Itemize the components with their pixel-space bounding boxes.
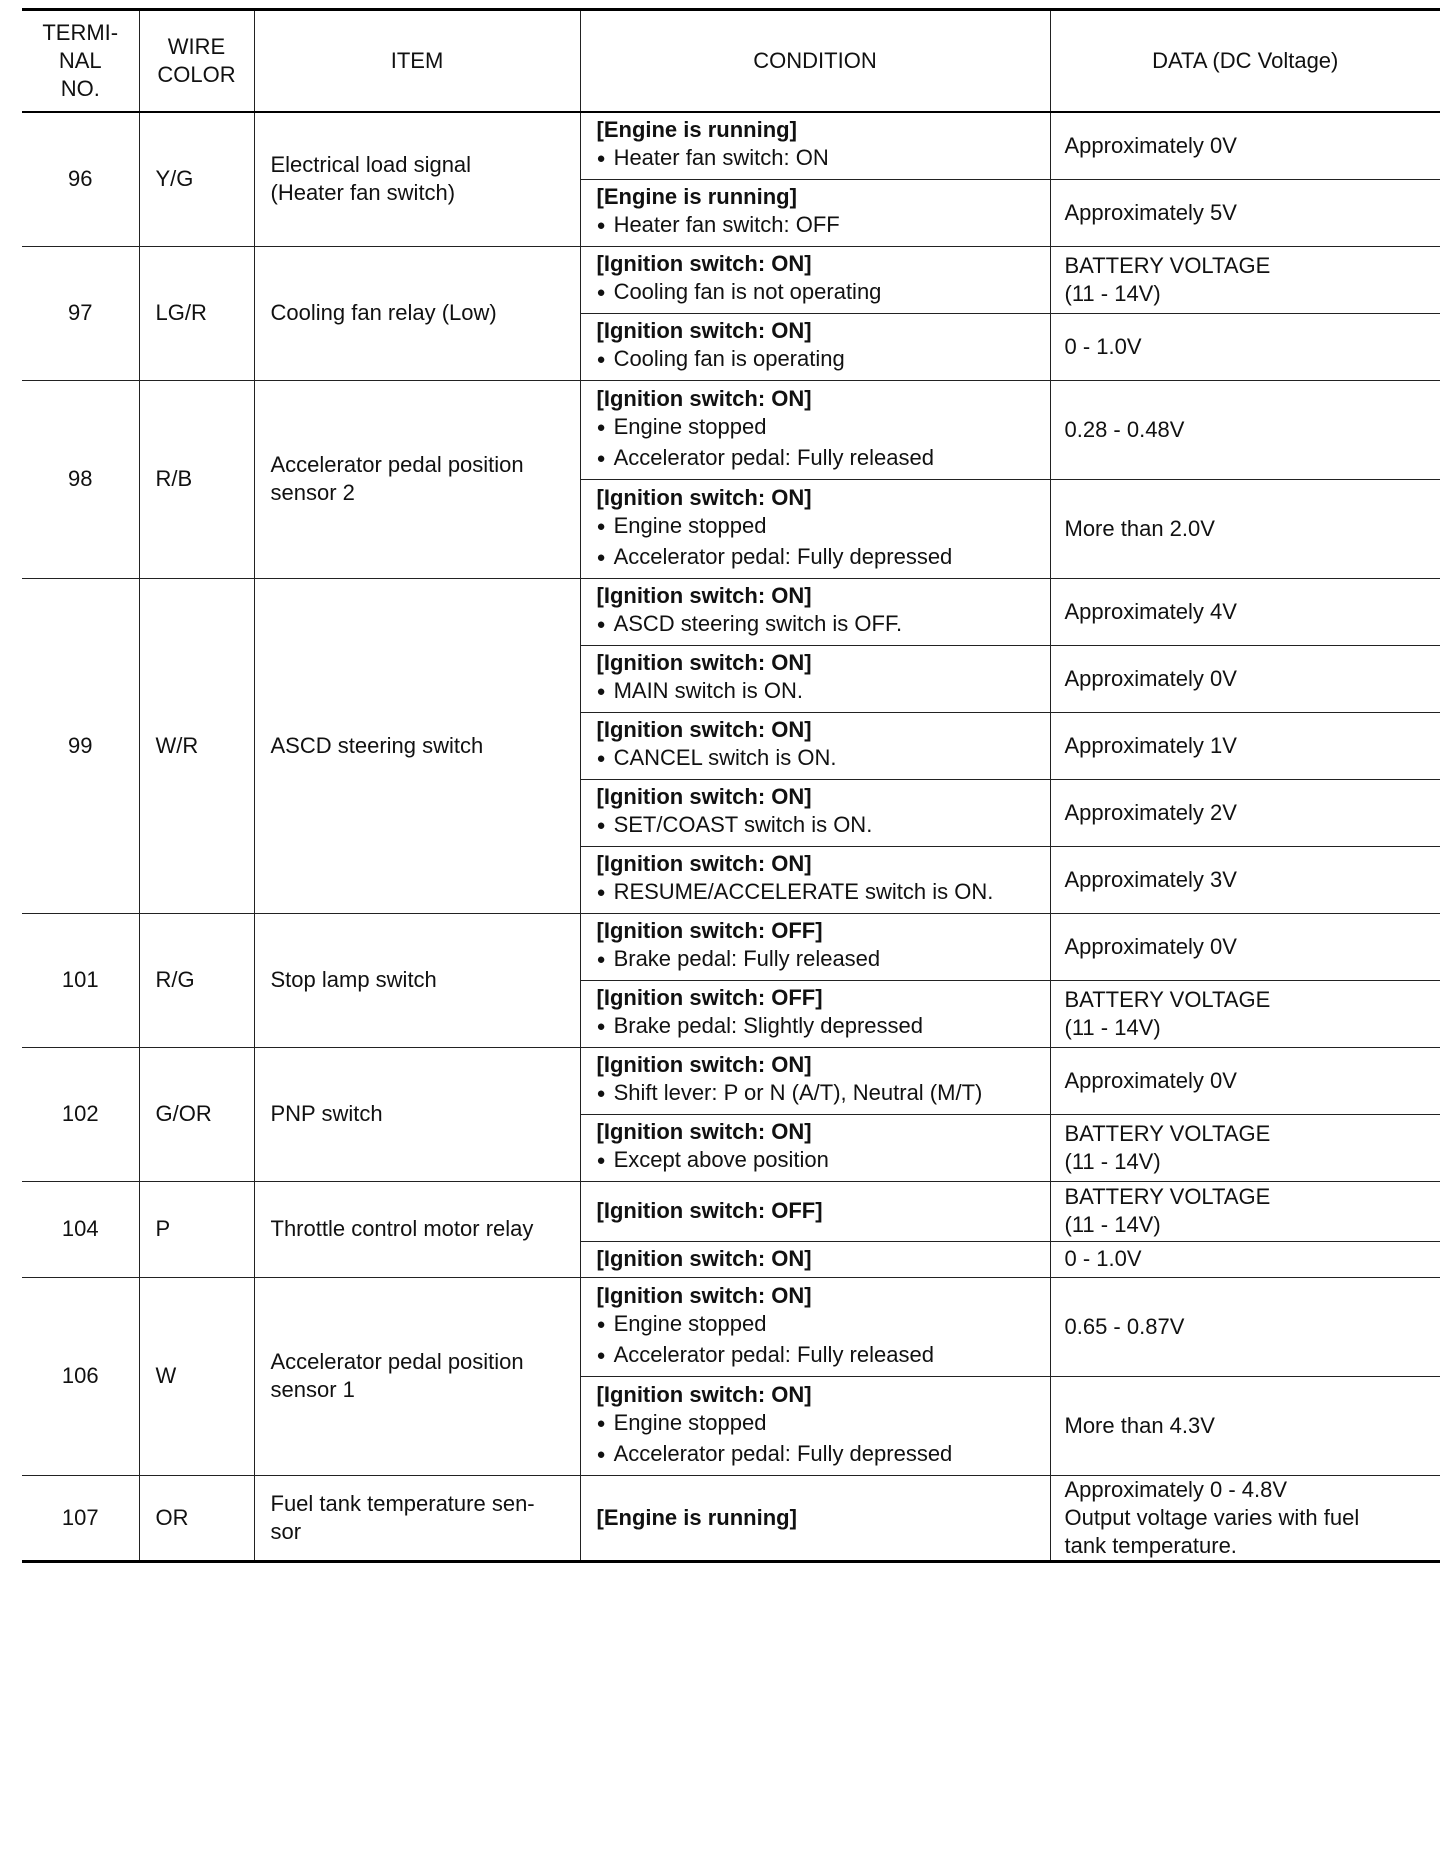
table-row: [22, 1047, 1440, 1114]
dc-voltage-data-cell: Approximately 1V: [1050, 712, 1440, 779]
condition-title: [Ignition switch: ON]: [596, 851, 812, 876]
condition-cell: [580, 1277, 1050, 1376]
dc-voltage-data-cell: More than 2.0V: [1050, 479, 1440, 578]
condition-cell: [580, 645, 1050, 712]
condition-cell: [580, 380, 1050, 479]
item-cell: Throttle control motor relay: [254, 1181, 580, 1277]
condition-cell: [580, 313, 1050, 380]
condition-cell: [580, 846, 1050, 913]
header-condition: CONDITION: [580, 10, 1050, 113]
terminal-number-cell: 99: [22, 578, 139, 913]
header-row: [22, 10, 1440, 113]
condition-bullet: ● ASCD steering switch is OFF.: [597, 610, 1042, 641]
condition-title: [Ignition switch: ON]: [596, 1381, 812, 1407]
condition-bullet: ● Accelerator pedal: Fully depressed: [597, 1440, 1042, 1471]
condition-cell: [580, 479, 1050, 578]
wire-color-cell: G/OR: [139, 1047, 254, 1181]
terminal-number-cell: 98: [22, 380, 139, 578]
condition-bullet: ● Shift lever: P or N (A/T), Neutral (M/T): [597, 1079, 1042, 1110]
condition-bullet: ● Engine stopped: [597, 1409, 1042, 1440]
dc-voltage-data-cell: BATTERY VOLTAGE (11 - 14V): [1050, 246, 1440, 313]
condition-title: [Ignition switch: OFF]: [596, 918, 823, 943]
dc-voltage-data-cell: More than 4.3V: [1050, 1376, 1440, 1475]
terminal-number-cell: 102: [22, 1047, 139, 1181]
condition-bullet: ● Engine stopped: [597, 1310, 1042, 1341]
terminal-table-container: [22, 8, 1440, 1563]
condition-cell: [580, 246, 1050, 313]
condition-title: [Ignition switch: ON]: [596, 784, 812, 809]
table-row: [22, 1277, 1440, 1376]
condition-bullet: ● Engine stopped: [597, 413, 1042, 444]
table-header: [22, 10, 1440, 113]
condition-title: [Ignition switch: ON]: [596, 717, 812, 742]
condition-title: [Ignition switch: ON]: [596, 583, 812, 608]
dc-voltage-data-cell: 0.65 - 0.87V: [1050, 1277, 1440, 1376]
condition-title: [Ignition switch: ON]: [596, 385, 812, 411]
condition-bullet: ● Accelerator pedal: Fully released: [597, 1341, 1042, 1372]
item-cell: Electrical load signal (Heater fan switch): [254, 112, 580, 246]
condition-bullet: ● RESUME/ACCELERATE switch is ON.: [597, 878, 1042, 909]
terminal-number-cell: 96: [22, 112, 139, 246]
dc-voltage-data-cell: BATTERY VOLTAGE (11 - 14V): [1050, 1114, 1440, 1181]
condition-title: [Ignition switch: ON]: [596, 1119, 812, 1144]
wire-color-cell: W/R: [139, 578, 254, 913]
dc-voltage-data-cell: Approximately 4V: [1050, 578, 1440, 645]
dc-voltage-data-cell: 0 - 1.0V: [1050, 1241, 1440, 1277]
condition-bullet: ● Heater fan switch: ON: [597, 144, 1042, 175]
item-cell: Cooling fan relay (Low): [254, 246, 580, 380]
wire-color-cell: R/B: [139, 380, 254, 578]
item-cell: Fuel tank temperature sen- sor: [254, 1475, 580, 1561]
table-row: [22, 380, 1440, 479]
condition-cell: [580, 1475, 1050, 1561]
condition-cell: [580, 1376, 1050, 1475]
condition-bullet: ● Brake pedal: Slightly depressed: [597, 1012, 1042, 1043]
condition-cell: [580, 1114, 1050, 1181]
wire-color-cell: OR: [139, 1475, 254, 1561]
condition-title: [Ignition switch: OFF]: [596, 1198, 823, 1223]
dc-voltage-data-cell: Approximately 0 - 4.8V Output voltage varies with fuel tank temperature.: [1050, 1475, 1440, 1561]
wire-color-cell: R/G: [139, 913, 254, 1047]
terminal-number-cell: 106: [22, 1277, 139, 1475]
condition-cell: [580, 1241, 1050, 1277]
condition-bullet: ● Except above position: [597, 1146, 1042, 1177]
terminal-number-cell: 101: [22, 913, 139, 1047]
condition-cell: [580, 112, 1050, 179]
condition-bullet: ● Accelerator pedal: Fully released: [597, 444, 1042, 475]
dc-voltage-data-cell: Approximately 0V: [1050, 112, 1440, 179]
dc-voltage-data-cell: Approximately 0V: [1050, 645, 1440, 712]
wire-color-cell: W: [139, 1277, 254, 1475]
condition-title: [Ignition switch: ON]: [596, 251, 812, 276]
item-cell: Accelerator pedal position sensor 1: [254, 1277, 580, 1475]
item-cell: Stop lamp switch: [254, 913, 580, 1047]
table-row: [22, 578, 1440, 645]
condition-bullet: ● SET/COAST switch is ON.: [597, 811, 1042, 842]
table-row: [22, 112, 1440, 179]
dc-voltage-data-cell: Approximately 5V: [1050, 179, 1440, 246]
dc-voltage-data-cell: Approximately 2V: [1050, 779, 1440, 846]
condition-bullet: ● CANCEL switch is ON.: [597, 744, 1042, 775]
condition-cell: [580, 712, 1050, 779]
terminal-data-table: [22, 8, 1440, 1563]
item-cell: PNP switch: [254, 1047, 580, 1181]
header-item: ITEM: [254, 10, 580, 113]
condition-title: [Ignition switch: ON]: [596, 650, 812, 675]
dc-voltage-data-cell: 0.28 - 0.48V: [1050, 380, 1440, 479]
condition-bullet: ● MAIN switch is ON.: [597, 677, 1042, 708]
table-row: [22, 246, 1440, 313]
dc-voltage-data-cell: BATTERY VOLTAGE (11 - 14V): [1050, 980, 1440, 1047]
condition-cell: [580, 1181, 1050, 1241]
condition-cell: [580, 980, 1050, 1047]
table-row: [22, 1475, 1440, 1561]
condition-title: [Ignition switch: ON]: [596, 1282, 812, 1308]
condition-bullet: ● Accelerator pedal: Fully depressed: [597, 543, 1042, 574]
table-body: [22, 112, 1440, 1561]
condition-title: [Engine is running]: [596, 1504, 797, 1530]
header-data: DATA (DC Voltage): [1050, 10, 1440, 113]
condition-bullet: ● Cooling fan is not operating: [597, 278, 1042, 309]
condition-bullet: ● Engine stopped: [597, 512, 1042, 543]
condition-cell: [580, 1047, 1050, 1114]
condition-title: [Engine is running]: [596, 117, 797, 143]
header-terminal-no: TERMI- NAL NO.: [22, 10, 139, 113]
table-row: [22, 913, 1440, 980]
condition-title: [Ignition switch: ON]: [596, 1052, 812, 1077]
dc-voltage-data-cell: BATTERY VOLTAGE (11 - 14V): [1050, 1181, 1440, 1241]
terminal-number-cell: 104: [22, 1181, 139, 1277]
header-wire-color: WIRE COLOR: [139, 10, 254, 113]
condition-bullet: ● Cooling fan is operating: [597, 345, 1042, 376]
dc-voltage-data-cell: Approximately 0V: [1050, 1047, 1440, 1114]
wire-color-cell: Y/G: [139, 112, 254, 246]
wire-color-cell: LG/R: [139, 246, 254, 380]
condition-bullet: ● Brake pedal: Fully released: [597, 945, 1042, 976]
dc-voltage-data-cell: Approximately 0V: [1050, 913, 1440, 980]
condition-cell: [580, 779, 1050, 846]
dc-voltage-data-cell: 0 - 1.0V: [1050, 313, 1440, 380]
terminal-number-cell: 97: [22, 246, 139, 380]
condition-title: [Ignition switch: ON]: [596, 318, 812, 343]
condition-title: [Ignition switch: OFF]: [596, 985, 823, 1010]
table-row: [22, 1181, 1440, 1241]
condition-title: [Engine is running]: [596, 184, 797, 209]
dc-voltage-data-cell: Approximately 3V: [1050, 846, 1440, 913]
condition-cell: [580, 913, 1050, 980]
item-cell: ASCD steering switch: [254, 578, 580, 913]
wire-color-cell: P: [139, 1181, 254, 1277]
item-cell: Accelerator pedal position sensor 2: [254, 380, 580, 578]
condition-cell: [580, 578, 1050, 645]
condition-title: [Ignition switch: ON]: [596, 484, 812, 510]
condition-cell: [580, 179, 1050, 246]
condition-bullet: ● Heater fan switch: OFF: [597, 211, 1042, 242]
condition-title: [Ignition switch: ON]: [596, 1246, 812, 1271]
terminal-number-cell: 107: [22, 1475, 139, 1561]
